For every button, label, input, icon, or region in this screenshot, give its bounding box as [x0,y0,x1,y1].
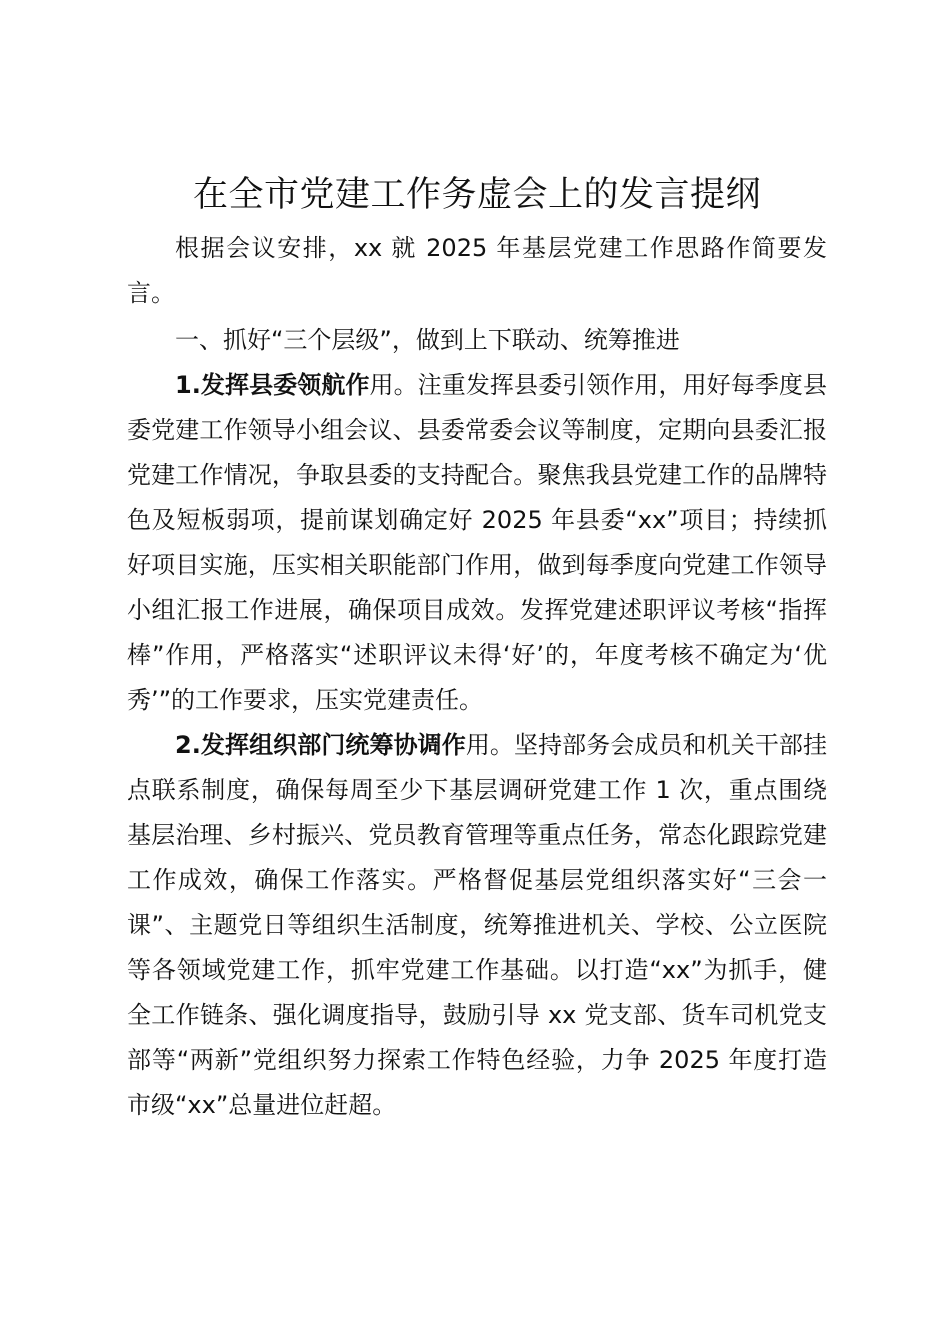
item-2-lead: 2.发挥组织部门统筹协调作 [175,731,466,759]
document-title: 在全市党建工作务虚会上的发言提纲 [192,175,761,215]
item-1-body: 用。注重发挥县委引领作用，用好每季度县委党建工作领导小组会议、县委常委会议等制度，定期向县委汇报党建工作情况，争取县委的支持配合。聚焦我县党建工作的品牌特色及短板弱项，提前谋划确定好 2025 年县委“xx”项目；持续抓好项目实施，压实相关职能部门作用，做到每季度向党建工作领导小组汇报工作进展，确保项目成效。发挥党建述职评议考核“指挥棒”作用，严格落实“述职评议未得‘好’的，年度考核不确定为‘优秀’”的工作要求，压实党建责任。 [127,371,827,714]
intro-paragraph: 根据会议安排，xx 就 2025 年基层党建工作思路作简要发言。 [127,234,827,307]
item-2-paragraph [127,723,827,1128]
document-body [127,170,827,1128]
item-1-paragraph [127,363,827,723]
item-1-lead: 1.发挥县委领航作 [175,371,370,399]
item-2-body: 用。坚持部务会成员和机关干部挂点联系制度，确保每周至少下基层调研党建工作 1 次，重点围绕基层治理、乡村振兴、党员教育管理等重点任务，常态化跟踪党建工作成效，确保工作落实。严格督促基层党组织落实好“三会一课”、主题党日等组织生活制度，统筹推进机关、学校、公立医院等各领域党建工作，抓牢党建工作基础。以打造“xx”为抓手，健全工作链条、强化调度指导，鼓励引导 xx 党支部、货车司机党支部等“两新”党组织努力探索工作特色经验，力争 2025 年度打造市级“xx”总量进位赶超。 [127,731,827,1119]
section-heading: 一、抓好“三个层级”，做到上下联动、统筹推进 [175,326,680,354]
